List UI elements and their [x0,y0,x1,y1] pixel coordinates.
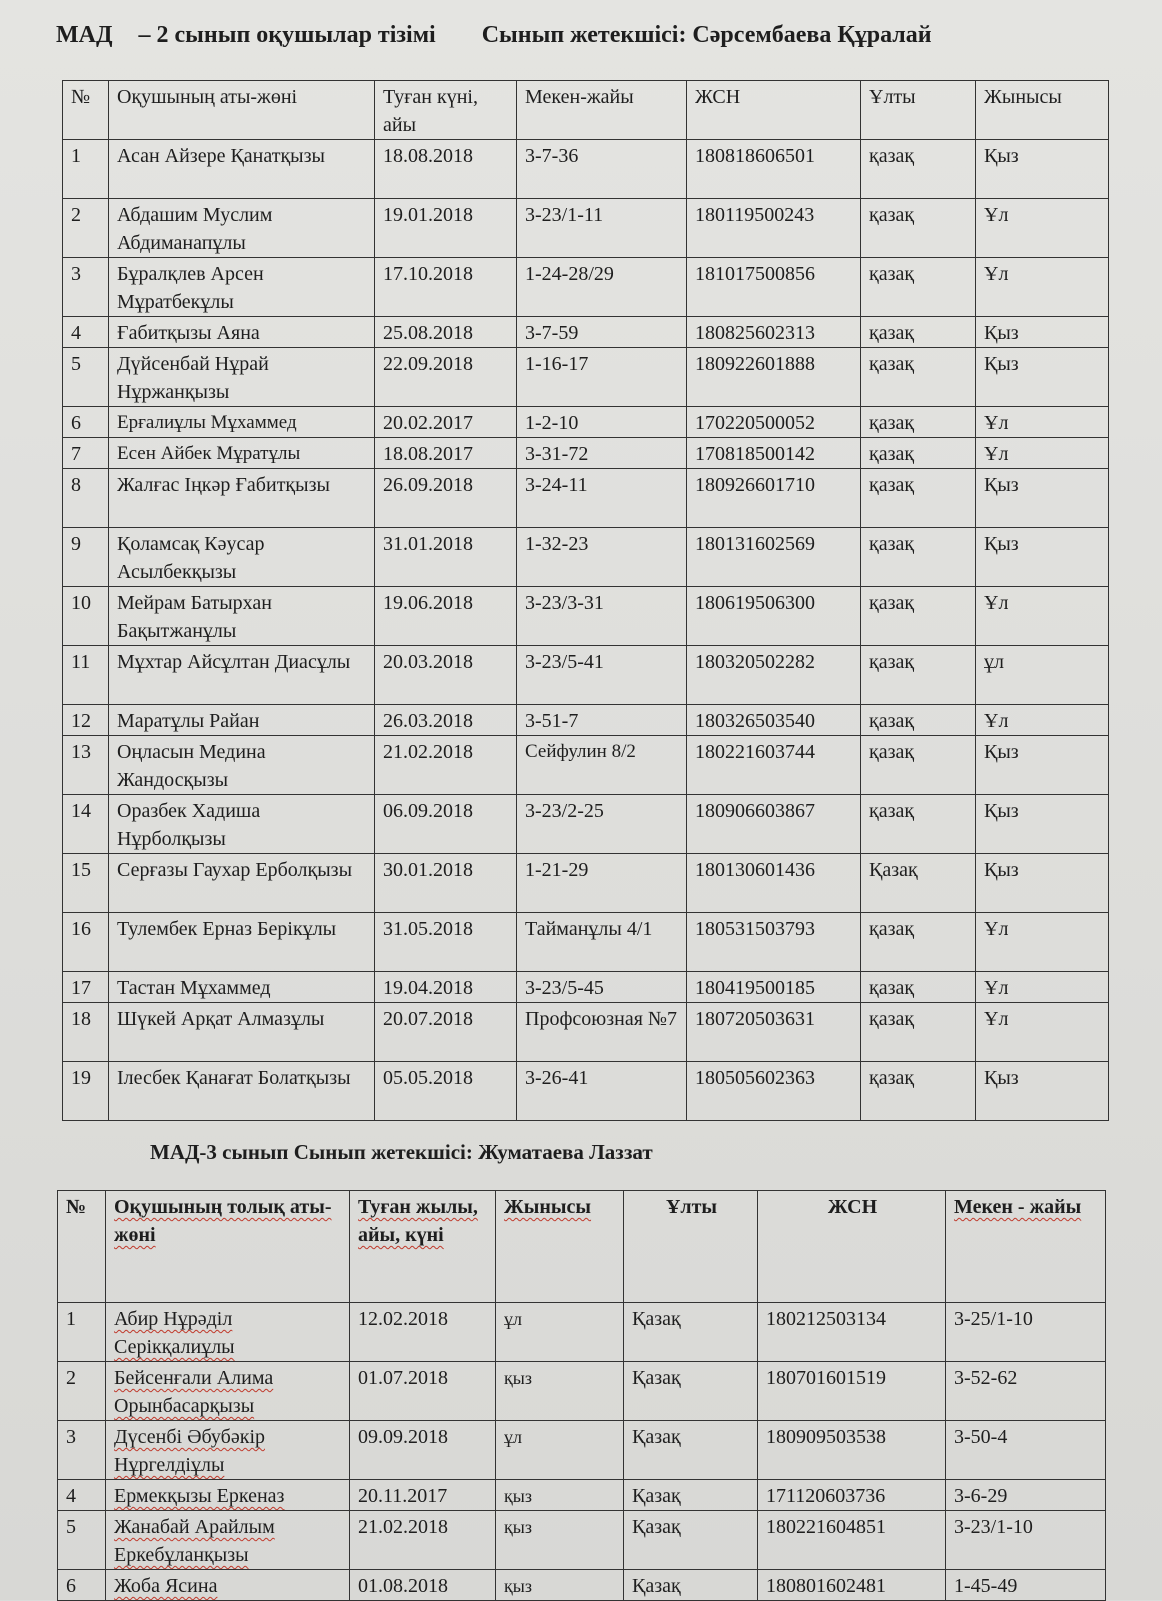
cell-iin: 180825602313 [687,317,861,348]
cell-iin: 180701601519 [758,1362,946,1421]
cell-birth: 19.01.2018 [375,199,517,258]
cell-nation: қазақ [861,972,976,1003]
cell-nation: қазақ [861,407,976,438]
table-row [63,528,1109,587]
cell-birth: 09.09.2018 [350,1421,496,1480]
cell-gender: Ұл [976,258,1109,317]
cell-iin: 180619506300 [687,587,861,646]
cell-iin: 180212503134 [758,1303,946,1362]
cell-name: Абдашим Муслим Абдиманапұлы [109,199,375,258]
class1-header-row [63,81,1109,140]
cell-num: 9 [63,528,109,587]
cell-address: 1-16-17 [517,348,687,407]
cell-num: 5 [58,1511,106,1570]
class1-title [56,22,932,49]
header-iin: ЖСН [758,1191,946,1303]
cell-iin: 180720503631 [687,1003,861,1062]
cell-birth: 20.07.2018 [375,1003,517,1062]
cell-address: 3-50-4 [946,1421,1106,1480]
cell-nation: қазақ [861,438,976,469]
table-row [63,469,1109,528]
table-row [63,646,1109,705]
cell-num: 19 [63,1062,109,1121]
cell-birth: 17.10.2018 [375,258,517,317]
cell-birth: 21.02.2018 [350,1511,496,1570]
cell-nation: қазақ [861,348,976,407]
cell-iin: 180130601436 [687,854,861,913]
cell-num: 18 [63,1003,109,1062]
cell-nation: Қазақ [624,1480,758,1511]
cell-birth: 26.03.2018 [375,705,517,736]
table-row [63,258,1109,317]
cell-nation: қазақ [861,705,976,736]
cell-birth: 01.07.2018 [350,1362,496,1421]
cell-birth: 31.01.2018 [375,528,517,587]
cell-name: Бұралқлев Арсен Мұратбекұлы [109,258,375,317]
cell-num: 7 [63,438,109,469]
cell-gender: Қыз [976,854,1109,913]
cell-gender: Ұл [976,972,1109,1003]
cell-iin: 180419500185 [687,972,861,1003]
cell-iin: 180131602569 [687,528,861,587]
cell-gender: ұл [496,1303,624,1362]
cell-birth: 20.03.2018 [375,646,517,705]
class1-title-left: МАД [56,22,113,48]
cell-gender: Қыз [976,469,1109,528]
cell-address: 3-24-11 [517,469,687,528]
cell-num: 12 [63,705,109,736]
cell-gender: қыз [496,1511,624,1570]
cell-num: 3 [58,1421,106,1480]
table-row [63,854,1109,913]
cell-address: 3-26-41 [517,1062,687,1121]
cell-name: Бейсенғали Алима Орынбасарқызы [106,1362,350,1421]
table-row [58,1303,1106,1362]
table-row [63,1062,1109,1121]
cell-num: 2 [63,199,109,258]
cell-gender: Ұл [976,407,1109,438]
cell-birth: 01.08.2018 [350,1570,496,1601]
cell-nation: қазақ [861,646,976,705]
cell-address: 3-23/2-25 [517,795,687,854]
cell-address: 1-21-29 [517,854,687,913]
cell-birth: 06.09.2018 [375,795,517,854]
class1-title-mid: – 2 сынып оқушылар тізімі [138,22,436,48]
cell-num: 6 [63,407,109,438]
table-row [58,1421,1106,1480]
table-row [63,972,1109,1003]
cell-num: 1 [63,140,109,199]
cell-iin: 180801602481 [758,1570,946,1601]
cell-address: 3-7-36 [517,140,687,199]
cell-address: 1-24-28/29 [517,258,687,317]
cell-nation: қазақ [861,1062,976,1121]
cell-address: 3-25/1-10 [946,1303,1106,1362]
cell-birth: 05.05.2018 [375,1062,517,1121]
header-name: Оқушының толық аты-жөні [106,1191,350,1303]
cell-gender: ұл [496,1421,624,1480]
cell-iin: 181017500856 [687,258,861,317]
header-birth: Туған жылы, айы, күні [350,1191,496,1303]
class2-title: МАД-3 сынып Сынып жетекшісі: Жуматаева Лаззат [150,1140,653,1164]
class1-title-right: Сынып жетекшісі: Сәрсембаева Құралай [481,22,932,48]
cell-gender: қыз [496,1570,624,1601]
cell-address: 3-51-7 [517,705,687,736]
cell-nation: қазақ [861,913,976,972]
cell-birth: 20.11.2017 [350,1480,496,1511]
cell-birth: 19.06.2018 [375,587,517,646]
cell-gender: Қыз [976,140,1109,199]
cell-name: Шүкей Арқат Алмазұлы [109,1003,375,1062]
cell-name: Жалғас Іңкәр Ғабитқызы [109,469,375,528]
cell-iin: 171120603736 [758,1480,946,1511]
cell-birth: 19.04.2018 [375,972,517,1003]
cell-address: 3-23/5-45 [517,972,687,1003]
cell-nation: Қазақ [624,1511,758,1570]
cell-name: Оңласын Медина Жандосқызы [109,736,375,795]
cell-address: 3-23/1-10 [946,1511,1106,1570]
cell-name: Тулембек Ерназ Берікұлы [109,913,375,972]
cell-nation: қазақ [861,1003,976,1062]
cell-num: 5 [63,348,109,407]
cell-name: Ғабитқызы Аяна [109,317,375,348]
cell-address: 3-31-72 [517,438,687,469]
cell-address: 1-2-10 [517,407,687,438]
cell-birth: 25.08.2018 [375,317,517,348]
cell-nation: Қазақ [861,854,976,913]
cell-gender: Ұл [976,199,1109,258]
header-address: Мекен - жайы [946,1191,1106,1303]
cell-name: Серғазы Гаухар Ерболқызы [109,854,375,913]
cell-birth: 26.09.2018 [375,469,517,528]
cell-name: Қоламсақ Кәусар Асылбекқызы [109,528,375,587]
cell-num: 4 [58,1480,106,1511]
header-num: № [63,81,109,140]
cell-name: Тастан Мұхаммед [109,972,375,1003]
cell-iin: 180505602363 [687,1062,861,1121]
cell-name: Ерғалиұлы Мұхаммед [109,407,375,438]
header-birth: Туған күні, айы [375,81,517,140]
cell-iin: 180326503540 [687,705,861,736]
cell-birth: 22.09.2018 [375,348,517,407]
cell-address: 1-32-23 [517,528,687,587]
cell-gender: Қыз [976,317,1109,348]
header-nation: Ұлты [861,81,976,140]
cell-iin: 170220500052 [687,407,861,438]
cell-name: Жоба Ясина [106,1570,350,1601]
cell-name: Мұхтар Айсұлтан Диасұлы [109,646,375,705]
table-row [63,348,1109,407]
cell-nation: қазақ [861,795,976,854]
cell-gender: Қыз [976,528,1109,587]
cell-nation: Қазақ [624,1303,758,1362]
table-row [63,438,1109,469]
cell-iin: 180531503793 [687,913,861,972]
cell-gender: Қыз [976,348,1109,407]
table-row [63,140,1109,199]
cell-iin: 180926601710 [687,469,861,528]
cell-num: 1 [58,1303,106,1362]
table-row [63,795,1109,854]
cell-gender: қыз [496,1480,624,1511]
header-gender: Жынысы [496,1191,624,1303]
table-row [58,1511,1106,1570]
cell-name: Дүйсенбай Нұрай Нұржанқызы [109,348,375,407]
header-nation: Ұлты [624,1191,758,1303]
cell-name: Ермекқызы Еркеназ [106,1480,350,1511]
cell-address: 1-45-49 [946,1570,1106,1601]
cell-birth: 30.01.2018 [375,854,517,913]
cell-nation: қазақ [861,199,976,258]
cell-num: 15 [63,854,109,913]
cell-address: Профсоюзная №7 [517,1003,687,1062]
cell-nation: Қазақ [624,1421,758,1480]
cell-iin: 180906603867 [687,795,861,854]
cell-iin: 180221604851 [758,1511,946,1570]
table-row [63,407,1109,438]
cell-name: Есен Айбек Мұратұлы [109,438,375,469]
cell-gender: Қыз [976,1062,1109,1121]
cell-birth: 21.02.2018 [375,736,517,795]
cell-address: 3-52-62 [946,1362,1106,1421]
cell-num: 4 [63,317,109,348]
cell-name: Ілесбек Қанағат Болатқызы [109,1062,375,1121]
cell-address: 3-23/5-41 [517,646,687,705]
cell-nation: Қазақ [624,1570,758,1601]
header-name: Оқушының аты-жөні [109,81,375,140]
table-row [63,199,1109,258]
cell-iin: 180922601888 [687,348,861,407]
cell-gender: Ұл [976,913,1109,972]
table-row [58,1570,1106,1601]
cell-nation: қазақ [861,140,976,199]
cell-address: 3-23/1-11 [517,199,687,258]
cell-gender: Қыз [976,795,1109,854]
cell-num: 6 [58,1570,106,1601]
cell-gender: ұл [976,646,1109,705]
cell-num: 10 [63,587,109,646]
cell-nation: қазақ [861,528,976,587]
cell-iin: 180818606501 [687,140,861,199]
cell-num: 13 [63,736,109,795]
table-row [63,705,1109,736]
cell-num: 11 [63,646,109,705]
cell-address: 3-23/3-31 [517,587,687,646]
table-row [63,587,1109,646]
class2-table [57,1190,1106,1601]
cell-address: Тайманұлы 4/1 [517,913,687,972]
cell-num: 3 [63,258,109,317]
table-row [63,736,1109,795]
cell-nation: қазақ [861,317,976,348]
cell-name: Жанабай Арайлым Еркебұланқызы [106,1511,350,1570]
cell-name: Абир Нұрәділ Серікқалиұлы [106,1303,350,1362]
class1-table [62,80,1109,1121]
cell-address: 3-6-29 [946,1480,1106,1511]
cell-birth: 18.08.2018 [375,140,517,199]
cell-address: Сейфулин 8/2 [517,736,687,795]
cell-nation: қазақ [861,587,976,646]
table-row [63,913,1109,972]
cell-num: 16 [63,913,109,972]
cell-gender: Ұл [976,438,1109,469]
cell-name: Дүсенбі Әбубәкір Нұргелдіұлы [106,1421,350,1480]
cell-num: 8 [63,469,109,528]
cell-num: 14 [63,795,109,854]
cell-nation: қазақ [861,736,976,795]
cell-iin: 180221603744 [687,736,861,795]
table-row [58,1362,1106,1421]
cell-birth: 18.08.2017 [375,438,517,469]
header-address: Мекен-жайы [517,81,687,140]
cell-name: Оразбек Хадиша Нұрболқызы [109,795,375,854]
cell-gender: Ұл [976,587,1109,646]
cell-name: Асан Айзере Қанатқызы [109,140,375,199]
cell-nation: қазақ [861,469,976,528]
cell-nation: Қазақ [624,1362,758,1421]
cell-address: 3-7-59 [517,317,687,348]
cell-name: Мейрам Батырхан Бақытжанұлы [109,587,375,646]
cell-num: 17 [63,972,109,1003]
cell-iin: 180320502282 [687,646,861,705]
class2-header-row [58,1191,1106,1303]
cell-iin: 180119500243 [687,199,861,258]
cell-iin: 180909503538 [758,1421,946,1480]
cell-gender: қыз [496,1362,624,1421]
header-gender: Жынысы [976,81,1109,140]
cell-gender: Ұл [976,1003,1109,1062]
header-iin: ЖСН [687,81,861,140]
cell-birth: 20.02.2017 [375,407,517,438]
cell-gender: Қыз [976,736,1109,795]
cell-num: 2 [58,1362,106,1421]
table-row [63,1003,1109,1062]
table-row [58,1480,1106,1511]
cell-nation: қазақ [861,258,976,317]
cell-name: Маратұлы Райан [109,705,375,736]
cell-birth: 31.05.2018 [375,913,517,972]
cell-gender: Ұл [976,705,1109,736]
cell-iin: 170818500142 [687,438,861,469]
table-row [63,317,1109,348]
cell-birth: 12.02.2018 [350,1303,496,1362]
header-num: № [58,1191,106,1303]
